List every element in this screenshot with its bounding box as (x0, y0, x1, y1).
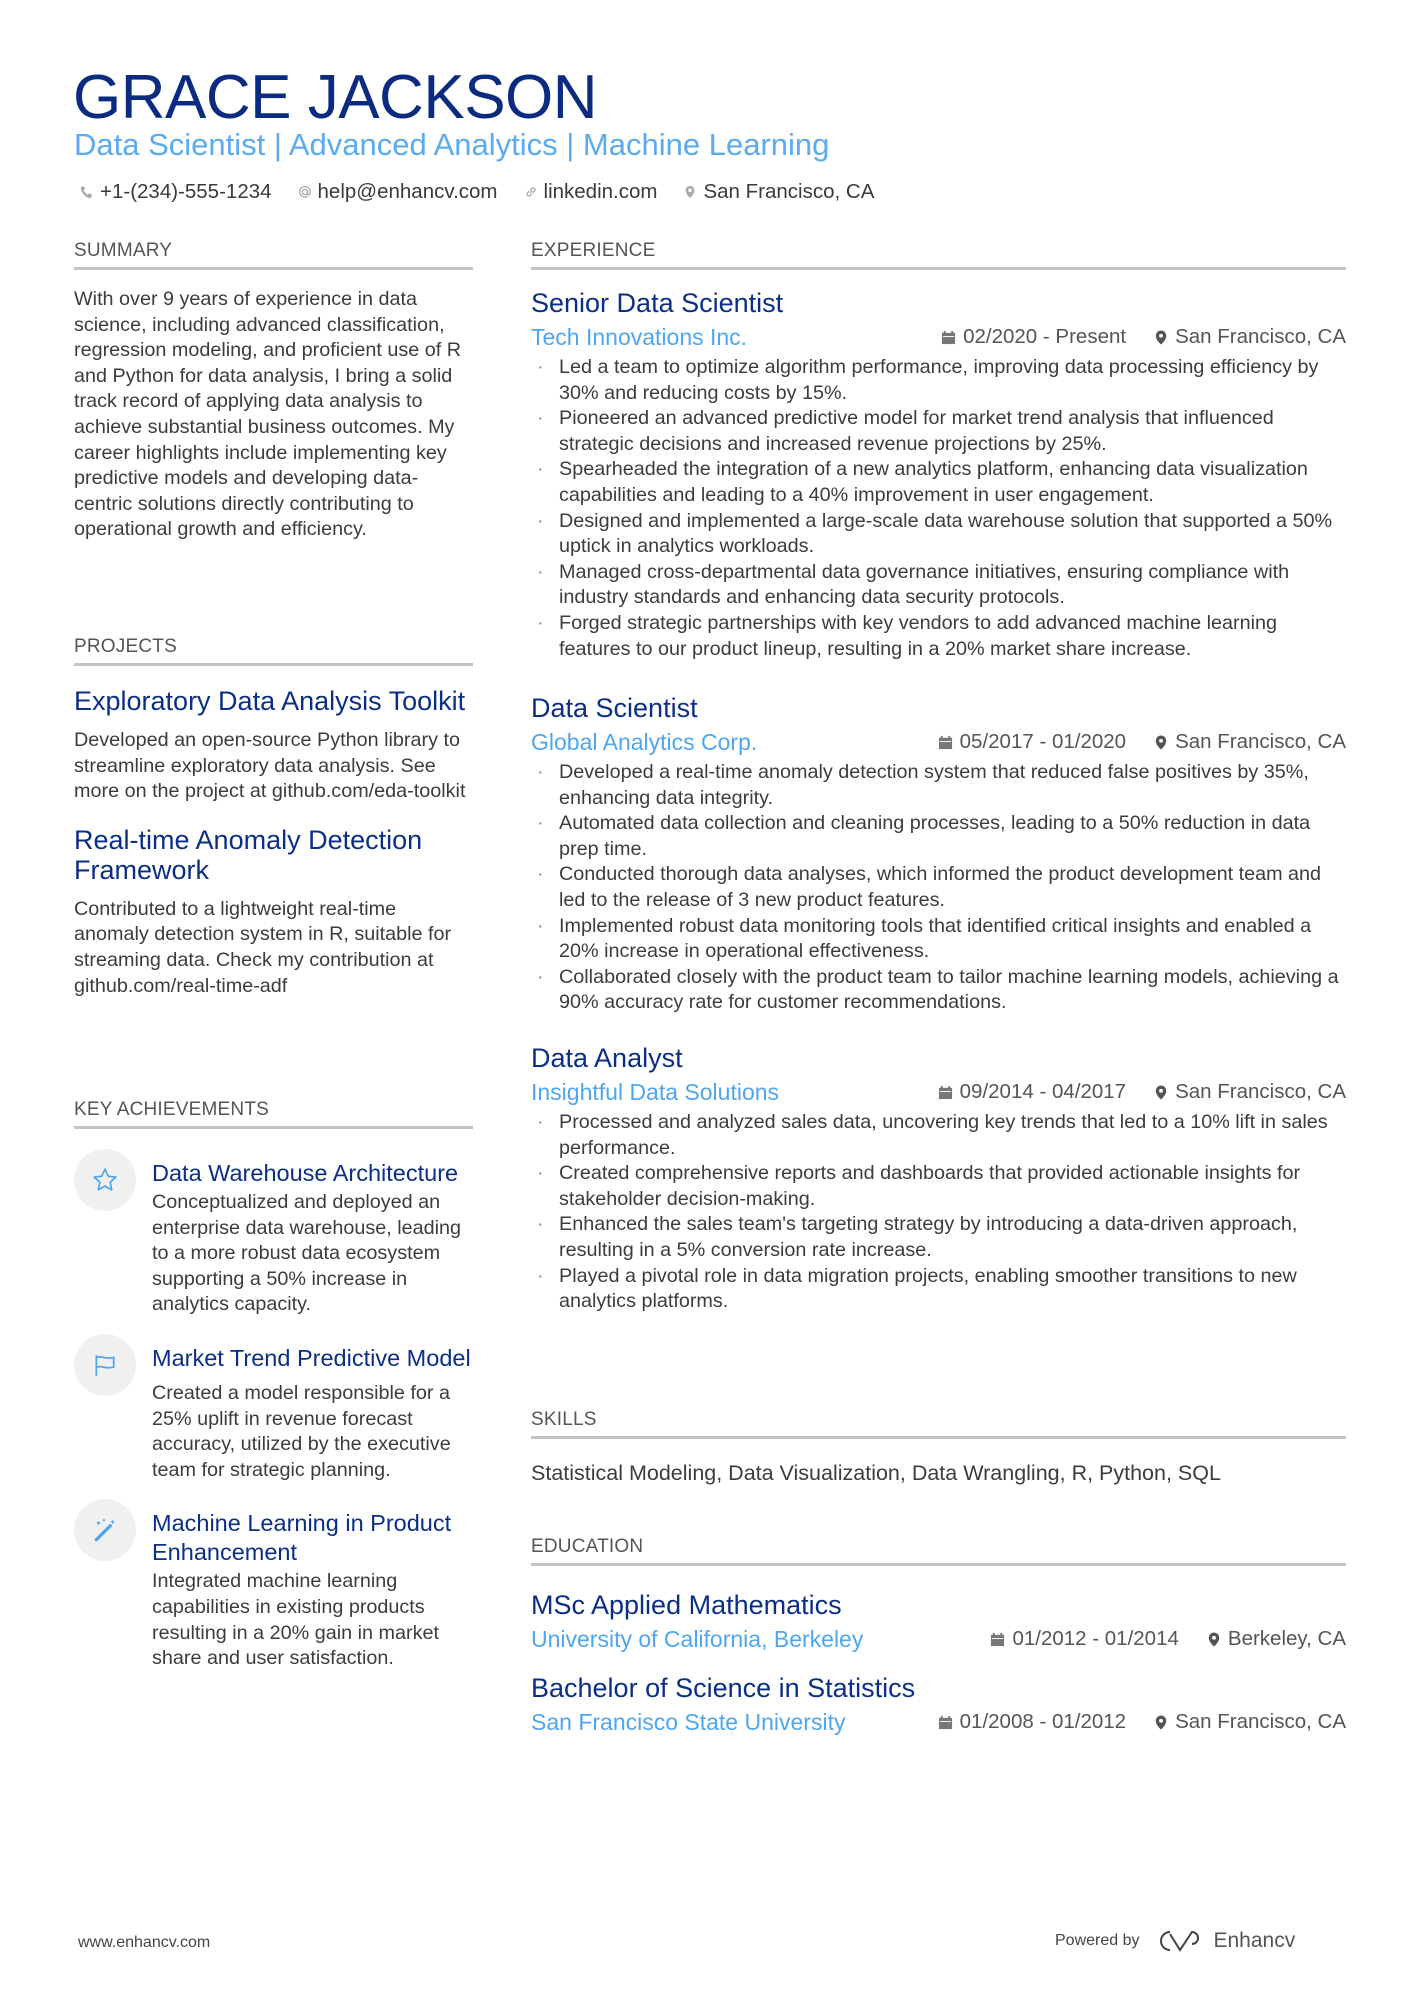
education-location: San Francisco, CA (1175, 1710, 1346, 1733)
location-pin-icon (1154, 1084, 1168, 1101)
project-item (74, 825, 473, 999)
education-entry (531, 1590, 1346, 1653)
candidate-subtitle: Data Scientist | Advanced Analytics | Machine Learning (74, 127, 830, 162)
job-location: San Francisco, CA (1175, 730, 1346, 753)
job-bullet: · Managed cross-departmental data governance initiatives, ensuring compliance with industry standards and enhancing data security protocols. (531, 560, 1346, 611)
skills-section (531, 1409, 1346, 1486)
location-pin-icon (683, 185, 697, 199)
education-section (531, 1536, 1346, 1736)
job-dates: 09/2014 - 04/2017 (959, 1080, 1127, 1103)
contact-location (683, 178, 874, 206)
school-name: University of California, Berkeley (531, 1626, 864, 1652)
contact-bar (80, 178, 874, 206)
job-bullet: · Led a team to optimize algorithm performance, improving data processing efficiency by 30% and reducing costs by 15%. (531, 355, 1346, 406)
job-bullet: · Pioneered an advanced predictive model for market trend analysis that influenced strategic decisions and increased revenue projections by 25%. (531, 406, 1346, 457)
achievement-text: Created a model responsible for a 25% uplift in revenue forecast accuracy, utilized by the executive team for strategic planning. (152, 1381, 451, 1481)
magic-wand-icon (74, 1499, 136, 1561)
degree-title: MSc Applied Mathematics (531, 1590, 842, 1620)
school-name: San Francisco State University (531, 1709, 846, 1735)
summary-section (74, 240, 473, 543)
email-text: help@enhancv.com (317, 180, 498, 203)
education-dates: 01/2008 - 01/2012 (959, 1710, 1127, 1733)
job-dates: 05/2017 - 01/2020 (959, 730, 1127, 753)
enhancv-logo-icon (1154, 1928, 1200, 1954)
company-name: Insightful Data Solutions (531, 1079, 780, 1105)
at-icon (298, 185, 312, 199)
summary-text: With over 9 years of experience in data science, including advanced classification, regression modeling, and proficient use of R and Python for data analysis, I bring a solid track record of applying data analysis to achieve substantial business outcomes. My career highlights include implementing key predictive models and developing data-centric solutions directly contributing to operational growth and efficiency. (74, 288, 462, 541)
job-bullets (531, 760, 1346, 1016)
job-dates: 02/2020 - Present (963, 325, 1127, 348)
project-title: Real-time Anomaly Detection Framework (74, 824, 423, 885)
job-bullets (531, 355, 1346, 662)
education-heading: EDUCATION (531, 1536, 1346, 1566)
calendar-icon (938, 1715, 953, 1730)
link-text: linkedin.com (543, 180, 658, 203)
job-bullet: · Conducted thorough data analyses, which informed the product development team and led to the release of 3 new product features. (531, 862, 1346, 913)
skills-heading: SKILLS (531, 1409, 1346, 1439)
company-name: Tech Innovations Inc. (531, 324, 748, 350)
job-bullet: · Implemented robust data monitoring tools that identified critical insights and enabled a 20% increase in operational effectiveness. (531, 914, 1346, 965)
skills-text: Statistical Modeling, Data Visualization, Data Wrangling, R, Python, SQL (531, 1461, 1221, 1485)
star-icon (74, 1149, 136, 1211)
job-title: Data Analyst (531, 1043, 683, 1073)
education-entry (531, 1673, 1346, 1736)
job-entry (531, 1043, 1346, 1315)
degree-title: Bachelor of Science in Statistics (531, 1673, 916, 1703)
contact-link[interactable] (524, 178, 658, 206)
project-text: Contributed to a lightweight real-time anomaly detection system in R, suitable for streaming data. Check my contribution at github.com/real-time-adf (74, 897, 452, 997)
project-text: Developed an open-source Python library to streamline exploratory data analysis. See more on the project at github.com/eda-toolkit (74, 729, 466, 803)
project-item (74, 686, 473, 805)
contact-email[interactable] (298, 178, 498, 206)
job-title: Data Scientist (531, 693, 698, 723)
job-bullet: · Forged strategic partnerships with key vendors to add advanced machine learning features to our product lineup, resulting in a 20% market share increase. (531, 611, 1346, 662)
location-pin-icon (1154, 329, 1168, 346)
achievement-title: Machine Learning in Product Enhancement (152, 1510, 452, 1566)
calendar-icon (938, 735, 953, 750)
achievements-section (74, 1099, 473, 1698)
calendar-icon (990, 1632, 1005, 1647)
location-pin-icon (1154, 734, 1168, 751)
calendar-icon (941, 330, 956, 345)
job-title: Senior Data Scientist (531, 288, 784, 318)
company-name: Global Analytics Corp. (531, 729, 758, 755)
candidate-name: GRACE JACKSON (73, 63, 598, 132)
achievement-text: Conceptualized and deployed an enterprise data warehouse, leading to a more robust data ecosystem supporting a 50% increase in analytics capacity. (152, 1191, 462, 1316)
education-location: Berkeley, CA (1227, 1627, 1346, 1650)
job-bullets (531, 1110, 1346, 1315)
job-entry (531, 693, 1346, 1016)
achievement-title: Market Trend Predictive Model (152, 1344, 471, 1371)
achievement-item (74, 1509, 473, 1671)
achievement-item (74, 1344, 473, 1483)
job-bullet: · Enhanced the sales team's targeting strategy by introducing a data-driven approach, resulting in a 5% conversion rate increase. (531, 1212, 1346, 1263)
link-icon (524, 185, 538, 199)
projects-section (74, 636, 473, 999)
experience-heading: EXPERIENCE (531, 240, 1346, 270)
calendar-icon (938, 1085, 953, 1100)
enhancv-brand-text: Enhancv (1213, 1929, 1296, 1952)
footer-brand (1055, 1928, 1295, 1954)
experience-section (531, 240, 1346, 1313)
flag-icon (74, 1334, 136, 1396)
phone-text: +1-(234)-555-1234 (100, 180, 272, 203)
project-title: Exploratory Data Analysis Toolkit (74, 686, 466, 716)
job-bullet: · Developed a real-time anomaly detection system that reduced false positives by 35%, enhancing data integrity. (531, 760, 1346, 811)
location-pin-icon (1207, 1631, 1221, 1648)
achievement-item (74, 1159, 473, 1318)
contact-phone[interactable] (80, 178, 272, 206)
achievements-heading: KEY ACHIEVEMENTS (74, 1099, 473, 1129)
footer-site-link[interactable]: www.enhancv.com (78, 1934, 211, 1951)
job-location: San Francisco, CA (1175, 325, 1346, 348)
education-dates: 01/2012 - 01/2014 (1012, 1627, 1179, 1650)
job-bullet: · Spearheaded the integration of a new analytics platform, enhancing data visualization capabilities and leading to a 40% improvement in user engagement. (531, 457, 1346, 508)
job-bullet: · Created comprehensive reports and dashboards that provided actionable insights for stakeholder decision-making. (531, 1161, 1346, 1212)
job-bullet: · Collaborated closely with the product team to tailor machine learning models, achieving a 90% accuracy rate for customer recommendations. (531, 965, 1346, 1016)
job-entry (531, 288, 1346, 662)
achievement-text: Integrated machine learning capabilities in existing products resulting in a 20% gain in market share and user satisfaction. (152, 1570, 439, 1670)
job-bullet: · Played a pivotal role in data migration projects, enabling smoother transitions to new analytics platforms. (531, 1264, 1346, 1315)
summary-heading: SUMMARY (74, 240, 473, 270)
job-location: San Francisco, CA (1175, 1080, 1346, 1103)
achievement-title: Data Warehouse Architecture (152, 1160, 459, 1186)
job-bullet: · Designed and implemented a large-scale data warehouse solution that supported a 50% uptick in analytics workloads. (531, 509, 1346, 560)
job-bullet: · Automated data collection and cleaning processes, leading to a 50% reduction in data prep time. (531, 811, 1346, 862)
projects-heading: PROJECTS (74, 636, 473, 666)
location-text: San Francisco, CA (703, 180, 875, 203)
powered-by-text: Powered by (1055, 1932, 1140, 1949)
phone-icon (80, 185, 94, 199)
job-bullet: · Processed and analyzed sales data, uncovering key trends that led to a 10% lift in sales performance. (531, 1110, 1346, 1161)
location-pin-icon (1154, 1714, 1168, 1731)
